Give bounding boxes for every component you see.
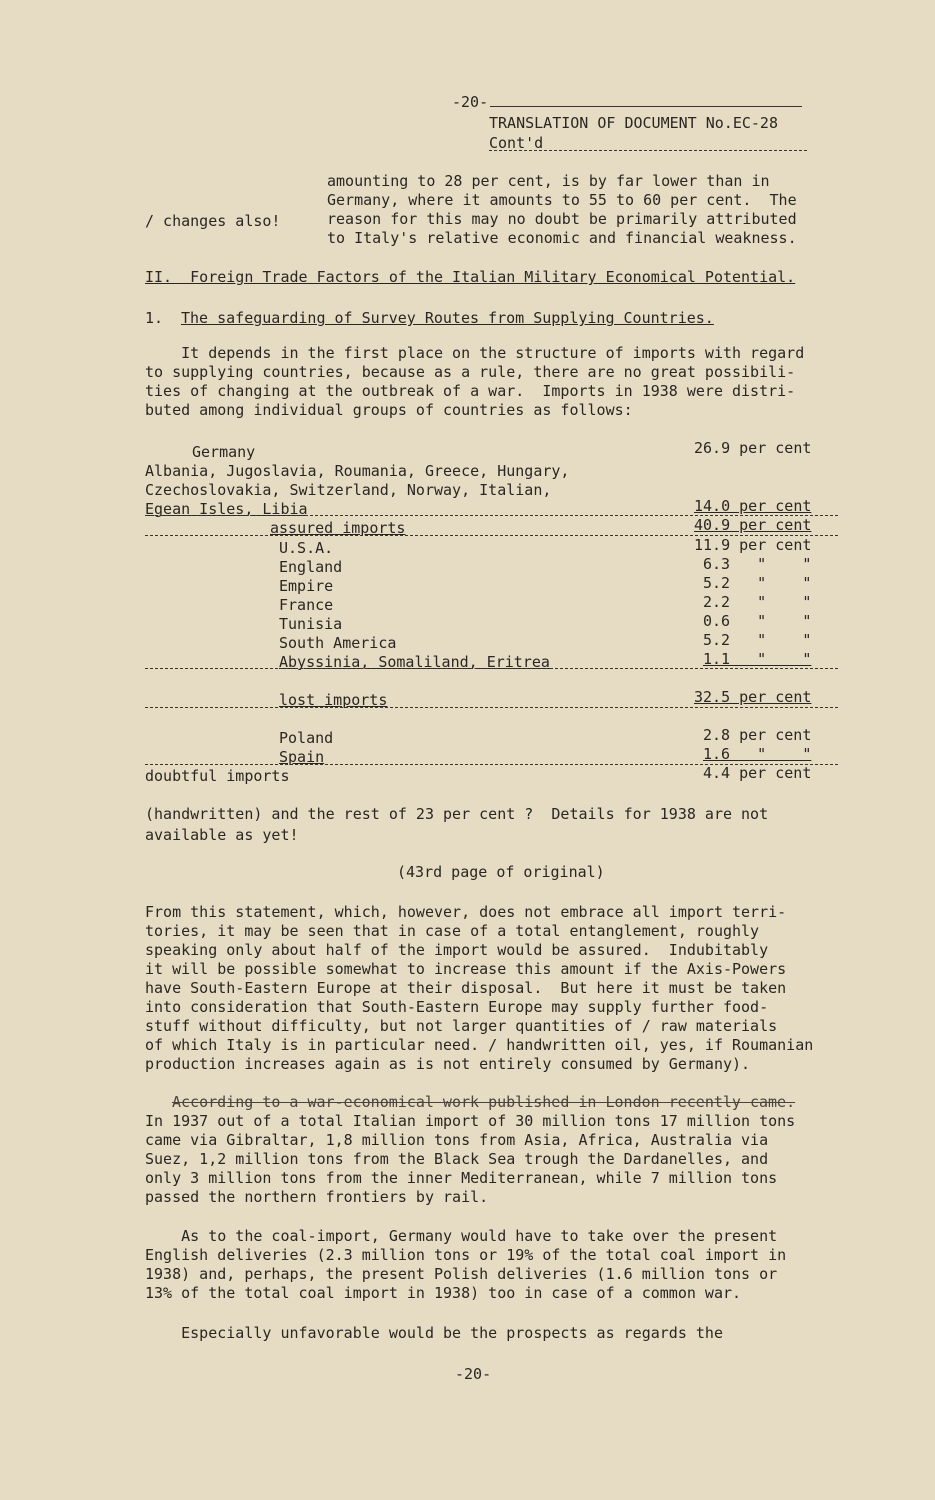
paragraph3-line: In 1937 out of a total Italian import of 30 million tons 17 million tons xyxy=(145,1112,796,1130)
table-row-value: 6.3 " " xyxy=(703,555,812,573)
document-title: TRANSLATION OF DOCUMENT No.EC-28 xyxy=(489,114,778,132)
table-row-label: U.S.A. xyxy=(279,539,334,557)
paragraph2-line: it will be possible somewhat to increase this amount if the Axis-Powers xyxy=(145,960,787,978)
table-row-label: Czechoslovakia, Switzerland, Norway, Italian, xyxy=(145,481,552,499)
table-row-value: 1.1 " " xyxy=(703,650,812,668)
paragraph1-line-4: buted among individual groups of countries as follows: xyxy=(145,401,633,419)
table-row-value: 2.2 " " xyxy=(703,593,812,611)
table-row-value: 32.5 per cent xyxy=(694,688,812,706)
table-row-label: Tunisia xyxy=(279,615,343,633)
table-rule xyxy=(145,668,838,669)
table-row-label: Egean Isles, Libia xyxy=(145,500,308,518)
subsection-number: 1. xyxy=(145,309,164,327)
handwritten-note-line-1: (handwritten) and the rest of 23 per cent ? Details for 1938 are not xyxy=(145,805,769,823)
table-row-label: France xyxy=(279,596,334,614)
paragraph3-line: passed the northern frontiers by rail. xyxy=(145,1188,489,1206)
table-row-label: Abyssinia, Somaliland, Eritrea xyxy=(279,653,550,671)
intro-line-3: reason for this may no doubt be primarily attributed xyxy=(327,210,797,228)
table-row-label: Germany xyxy=(192,443,256,461)
paragraph2-line: of which Italy is in particular need. / handwritten oil, yes, if Roumanian xyxy=(145,1036,814,1054)
page-marker: (43rd page of original) xyxy=(397,863,605,881)
intro-line-2: Germany, where it amounts to 55 to 60 per cent. The xyxy=(327,191,797,209)
table-row-label: Spain xyxy=(279,748,325,766)
intro-line-4: to Italy's relative economic and financial weakness. xyxy=(327,229,797,247)
contd-label: Cont'd xyxy=(489,134,544,152)
paragraph3-line: only 3 million tons from the inner Mediterranean, while 7 million tons xyxy=(145,1169,778,1187)
table-row-label: England xyxy=(279,558,343,576)
table-row-value: 2.8 per cent xyxy=(703,726,812,744)
paragraph2-line: have South-Eastern Europe at their disposal. But here it must be taken xyxy=(145,979,787,997)
table-row-label: assured imports xyxy=(270,519,406,537)
paragraph4-line: 13% of the total coal import in 1938) too in case of a common war. xyxy=(145,1284,742,1302)
paragraph4-line: English deliveries (2.3 million tons or 19% of the total coal import in xyxy=(145,1246,787,1264)
paragraph2-line: production increases again as is not entirely consumed by Germany). xyxy=(145,1055,751,1073)
table-row-label: Poland xyxy=(279,729,334,747)
subsection-heading: The safeguarding of Survey Routes from Supplying Countries. xyxy=(181,309,714,327)
table-row-value: 5.2 " " xyxy=(703,574,812,592)
table-row-value: 0.6 " " xyxy=(703,612,812,630)
table-row-label: Empire xyxy=(279,577,334,595)
paragraph2-line: into consideration that South-Eastern Europe may supply further food- xyxy=(145,998,769,1016)
paragraph4-line: 1938) and, perhaps, the present Polish deliveries (1.6 million tons or xyxy=(145,1265,778,1283)
table-row-value: 4.4 per cent xyxy=(703,764,812,782)
section-heading: II. Foreign Trade Factors of the Italian Military Economical Potential. xyxy=(145,268,796,286)
paragraph5-line: Especially unfavorable would be the prospects as regards the xyxy=(145,1324,723,1342)
table-row-value: 26.9 per cent xyxy=(694,439,812,457)
page-number-top: -20- xyxy=(452,93,489,111)
page-number-bottom: -20- xyxy=(455,1365,492,1383)
paragraph3-line: Suez, 1,2 million tons from the Black Sea trough the Dardanelles, and xyxy=(145,1150,769,1168)
paragraph2-line: From this statement, which, however, does not embrace all import terri- xyxy=(145,903,787,921)
handwritten-note-line-2: available as yet! xyxy=(145,826,299,844)
paragraph2-line: stuff without difficulty, but not larger quantities of / raw materials xyxy=(145,1017,778,1035)
table-rule xyxy=(145,707,838,708)
header-rule xyxy=(490,106,802,107)
table-row-value: 1.6 " " xyxy=(703,745,812,763)
intro-line-1: amounting to 28 per cent, is by far lower than in xyxy=(327,172,770,190)
paragraph2-line: tories, it may be seen that in case of a total entanglement, roughly xyxy=(145,922,760,940)
paragraph3-line: came via Gibraltar, 1,8 million tons from Asia, Africa, Australia via xyxy=(145,1131,769,1149)
table-row-label: lost imports xyxy=(279,691,388,709)
table-row-label: doubtful imports xyxy=(145,767,290,785)
struck-line: According to a war-economical work published in London recently came. xyxy=(172,1093,796,1111)
table-row-value: 5.2 " " xyxy=(703,631,812,649)
table-row-value: 11.9 per cent xyxy=(694,536,812,554)
paragraph1-line-3: ties of changing at the outbreak of a war. Imports in 1938 were distri- xyxy=(145,382,796,400)
table-row-label: South America xyxy=(279,634,397,652)
paragraph1-line-2: to supplying countries, because as a rule, there are no great possibili- xyxy=(145,363,796,381)
paragraph1-line-1: It depends in the first place on the structure of imports with regard xyxy=(145,344,805,362)
paragraph2-line: speaking only about half of the import would be assured. Indubitably xyxy=(145,941,769,959)
margin-note: / changes also! xyxy=(145,212,281,230)
table-row-value: 14.0 per cent xyxy=(694,497,812,515)
paragraph4-line: As to the coal-import, Germany would have to take over the present xyxy=(145,1227,778,1245)
table-row-label: Albania, Jugoslavia, Roumania, Greece, Hungary, xyxy=(145,462,570,480)
contd-rule xyxy=(489,150,807,151)
table-row-value: 40.9 per cent xyxy=(694,516,812,534)
